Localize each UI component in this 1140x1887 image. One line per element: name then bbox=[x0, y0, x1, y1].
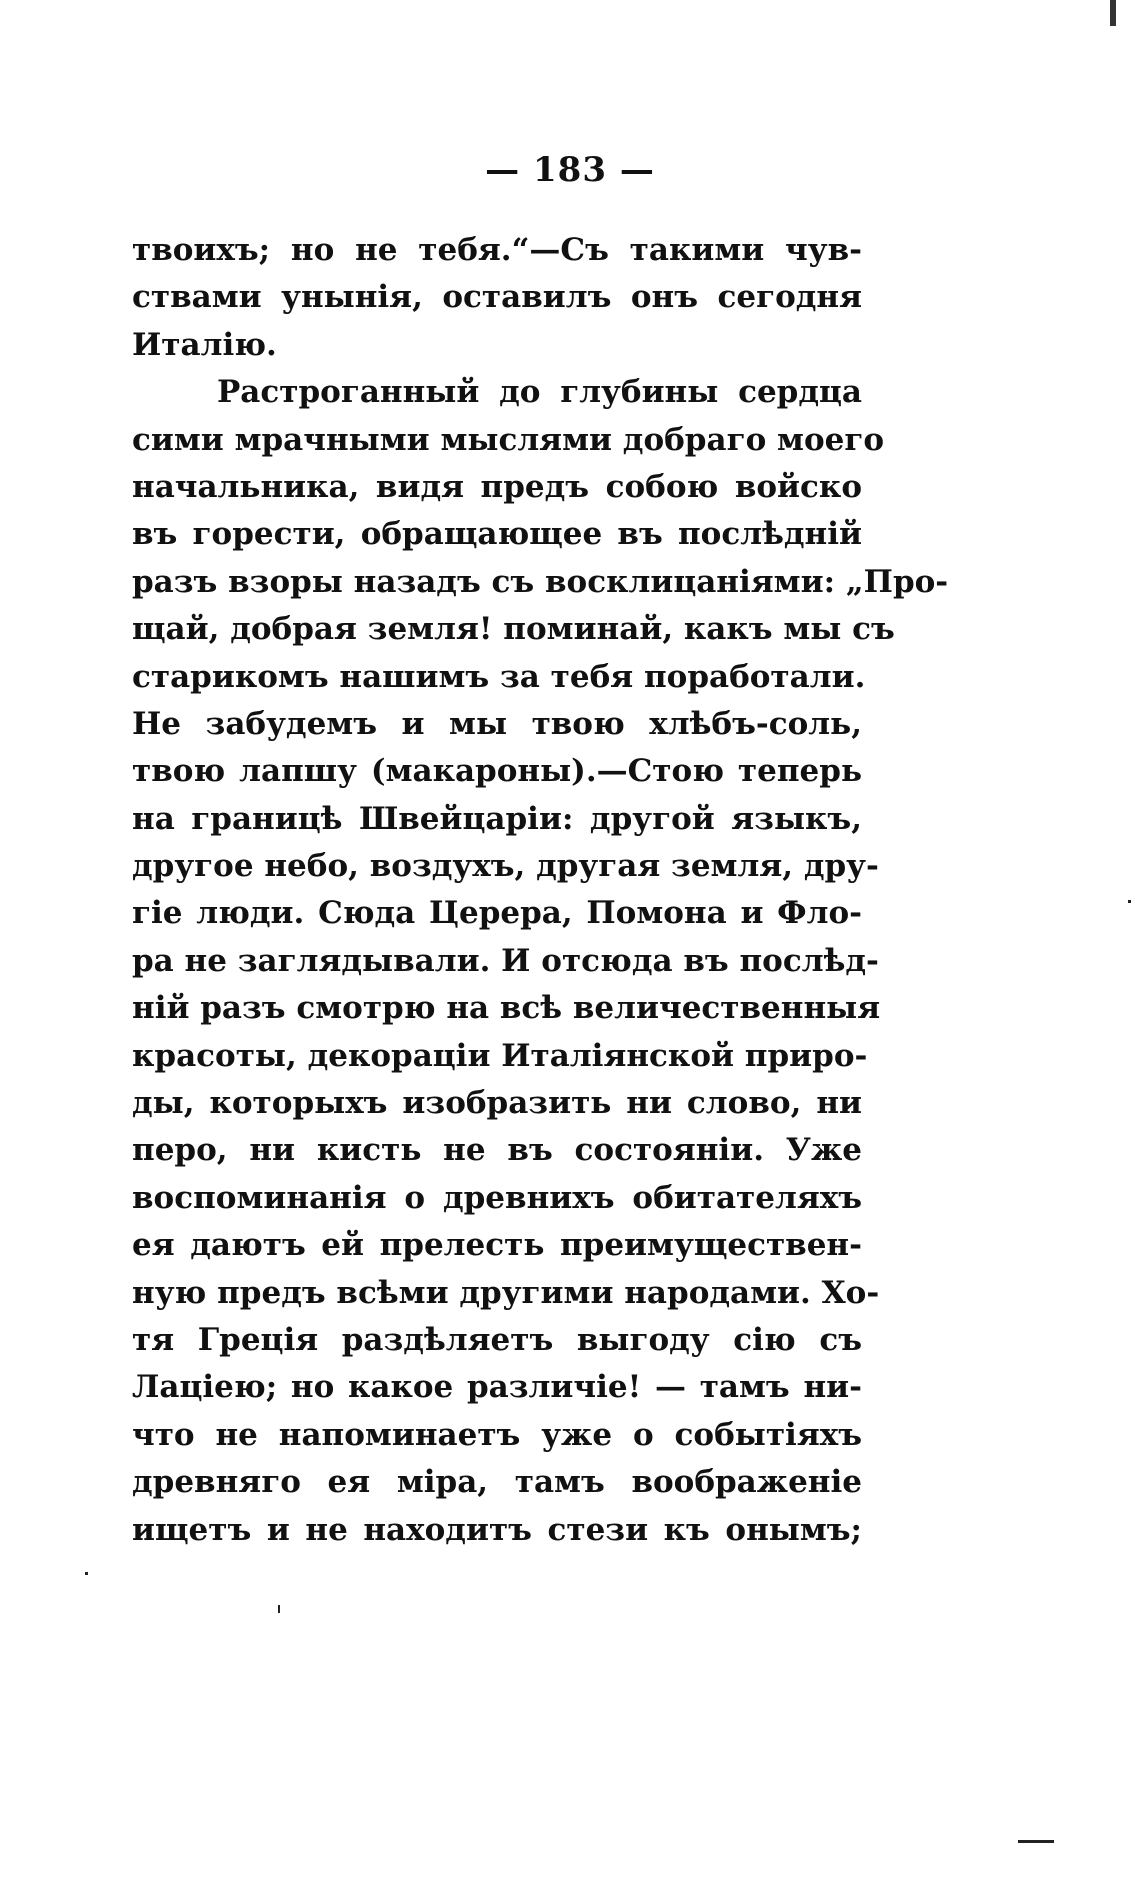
margin-dash bbox=[1018, 1840, 1054, 1843]
text-line: щай, добрая земля! поминай, какъ мы съ bbox=[132, 611, 895, 648]
text-line: начальника, видя предъ собою войско bbox=[132, 468, 862, 505]
text-line: ра не заглядывали. И отсюда въ послѣд- bbox=[132, 942, 879, 979]
text-line: Италію. bbox=[132, 326, 277, 363]
text-line: гіе люди. Сюда Церера, Помона и Фло- bbox=[132, 895, 862, 932]
text-line: другое небо, воздухъ, другая земля, дру- bbox=[132, 848, 879, 885]
text-line: ную предъ всѣми другими народами. Хо- bbox=[132, 1274, 880, 1311]
paragraph-start-line: Растроганный до глубины сердца bbox=[217, 374, 862, 411]
text-line: ствами унынія, оставилъ онъ сегодня bbox=[132, 279, 862, 316]
ink-speck bbox=[278, 1605, 280, 1613]
text-line: ды, которыхъ изобразить ни слово, ни bbox=[132, 1085, 862, 1122]
text-line: сими мрачными мыслями добраго моего bbox=[132, 421, 885, 458]
text-line: перо, ни кисть не въ состояніи. Уже bbox=[132, 1132, 862, 1169]
page-number: — 183 — bbox=[485, 150, 655, 190]
text-line: разъ взоры назадъ съ восклицаніями: „Про- bbox=[132, 563, 949, 600]
text-line: въ горести, обращающее въ послѣдній bbox=[132, 516, 862, 553]
body-text bbox=[132, 227, 949, 1554]
text-line: древняго ея міра, тамъ воображеніе bbox=[132, 1464, 862, 1501]
margin-mark bbox=[1110, 0, 1116, 26]
text-line: старикомъ нашимъ за тебя поработали. bbox=[132, 658, 866, 695]
ink-speck bbox=[1128, 900, 1131, 903]
text-line: твоихъ; но не тебя.“—Съ такими чув- bbox=[132, 232, 862, 268]
text-line: твою лапшу (макароны).—Стою теперь bbox=[132, 753, 862, 790]
text-line: ищетъ и не находитъ стези къ онымъ; bbox=[132, 1511, 862, 1548]
text-line: Не забудемъ и мы твою хлѣбъ-соль, bbox=[132, 705, 862, 742]
text-line: ея даютъ ей прелесть преимуществен- bbox=[132, 1227, 862, 1264]
text-line: на границѣ Швейцаріи: другой языкъ, bbox=[132, 800, 862, 837]
text-line: ній разъ смотрю на всѣ величественныя bbox=[132, 990, 881, 1027]
page-top-edge bbox=[0, 0, 1140, 6]
ink-speck bbox=[85, 1572, 88, 1575]
text-line: Лаціею; но какое различіе! — тамъ ни- bbox=[132, 1369, 862, 1406]
text-line: тя Греція раздѣляетъ выгоду сію съ bbox=[132, 1321, 862, 1358]
text-line: что не напоминаетъ уже о событіяхъ bbox=[132, 1416, 862, 1453]
text-line: воспоминанія о древнихъ обитателяхъ bbox=[132, 1179, 862, 1216]
text-line: красоты, декораціи Италіянской приро- bbox=[132, 1037, 868, 1074]
